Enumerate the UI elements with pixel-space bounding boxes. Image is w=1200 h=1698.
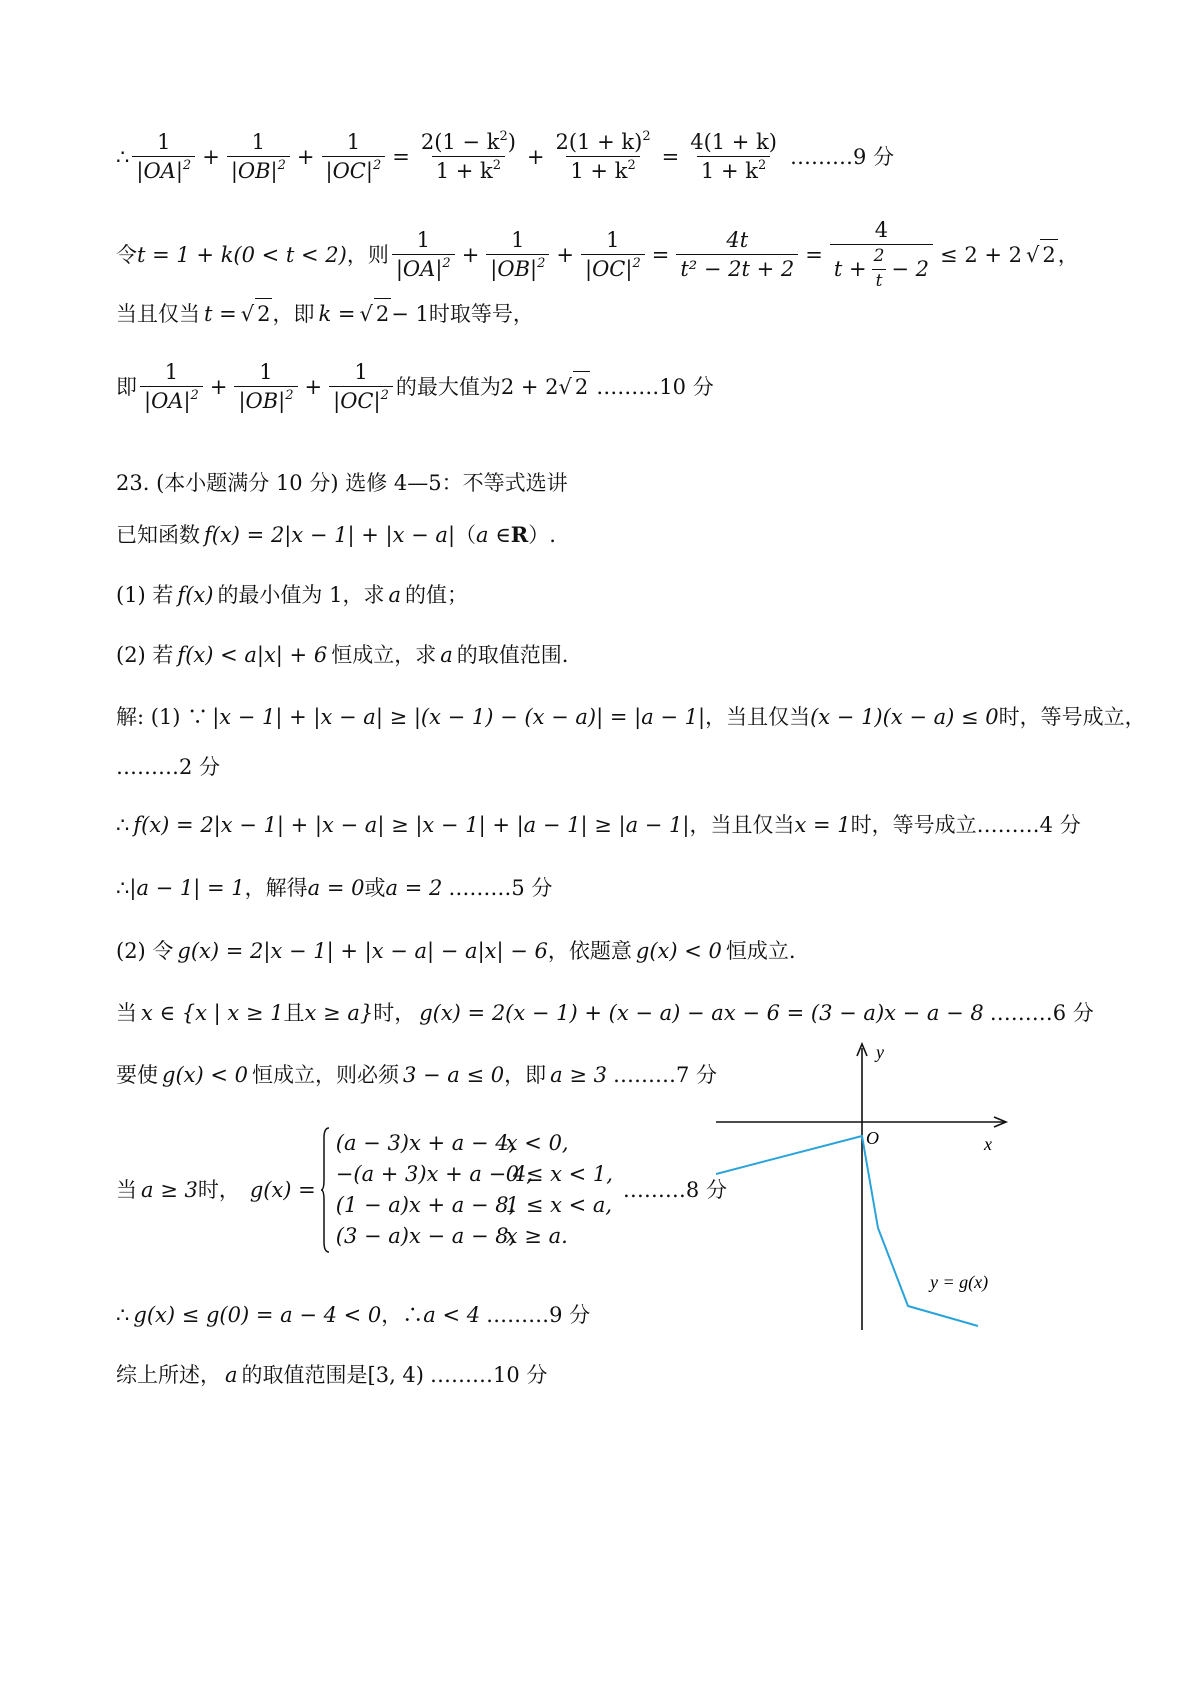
solution-conclusion: 综上所述， a 的取值范围是 [3, 4) ………10 分 <box>116 1363 548 1387</box>
solution-step-5: 当 x ∈ {x | x ≥ 1 且 x ≥ a} 时， g(x) = 2(x − 1) + (x − a) − ax − 6 = (3 − a)x − a − 8 ………6 分 <box>116 1001 1094 1025</box>
fraction-term-1: $\frac{2(1 - k^2)}{1 + k^2}$ <box>420 128 516 184</box>
equation-substitution: 令 t = 1 + k(0 < t < 2) ，则 $\frac{1}{|OA|^2}$ + $\frac{1}{|OB|^2}$ + $\frac{1}{|OC|^2}$ = $\frac{4t}{\text{t² − 2t + 2}}$ = 4 t + $\frac{2}{t}$ − 2 ≤ 2 + 2 √ 2 ， <box>116 218 1079 291</box>
solution-step-3: ∴ |a − 1| = 1 ，解得 a = 0 或 a = 2 ………5 分 <box>116 876 553 900</box>
g-curve <box>716 1136 978 1326</box>
question-part-2: (2) 若 f(x) < a|x| + 6 恒成立，求 a 的取值范围. <box>116 643 569 667</box>
fraction-term-2: $\frac{2(1 + k)^2}{1 + k^2}$ <box>555 128 651 184</box>
origin-label: O <box>866 1128 879 1148</box>
equality-condition: 当且仅当 t = √ 2 ，即 k = √ 2 − 1 时取等号， <box>116 298 534 329</box>
piecewise-definition: 当 a ≥ 3 时， g(x) = (a − 3)x + a − 4, x < 0, −(a + 3)x + a − 4, 0 ≤ x < 1, (1 − a)x + a − 8, 1 ≤ x < a, (3 − a)x − a − 8, x ≥ a. ………8 分 <box>116 1120 727 1260</box>
case-row: (a − 3)x + a − 4, x < 0, <box>335 1131 569 1155</box>
question-title: 23. (本小题满分 10 分) 选修 4—5：不等式选讲 <box>116 471 568 495</box>
case-row: (3 − a)x − a − 8, x ≥ a. <box>335 1224 568 1248</box>
fraction-term-3: $\frac{4(1 + k)}{1 + k^2}$ <box>690 130 777 184</box>
case-row: (1 − a)x + a − 8, 1 ≤ x < a, <box>335 1193 613 1217</box>
question-part-1: (1) 若 f(x) 的最小值为 1，求 a 的值； <box>116 583 469 607</box>
solution-step-8: ∴ g(x) ≤ g(0) = a − 4 < 0 ，∴ a < 4 ………9 分 <box>116 1303 591 1327</box>
score-marker: ………10 分 <box>596 374 714 399</box>
maximum-value-statement: 即 $\frac{1}{|OA|^2}$ + $\frac{1}{|OB|^2}$ + $\frac{1}{|OC|^2}$ 的最大值为 2 + 2 √ 2 ………10 分 <box>116 360 714 414</box>
x-axis-label: x <box>984 1134 992 1154</box>
solution-step-2: ∴ f(x) = 2|x − 1| + |x − a| ≥ |x − 1| + |a − 1| ≥ |a − 1| ，当且仅当 x = 1 时，等号成立………4 分 <box>116 813 1081 837</box>
fraction-ob: $\frac{1}{|OB|^2}$ <box>227 130 290 183</box>
solution-step-4: (2) 令 g(x) = 2|x − 1| + |x − a| − a|x| − 6 ，依题意 g(x) < 0 恒成立. <box>116 939 796 963</box>
equation-sum-reciprocals: ∴ $\frac{1}{|OA|^2}$ + $\frac{1}{|OB|^2}$ + $\frac{1}{|OC|^2}$ = $\frac{2(1 - k^2)}{1 + k^2}$ + $\frac{2(1 + k)^2}{1 + k^2}$ = $\frac{4(1 + k)}{1 + k^2}$ ………9 分 <box>116 128 895 184</box>
case-row: −(a + 3)x + a − 4, 0 ≤ x < 1, <box>335 1162 613 1186</box>
curve-label: y = g(x) <box>930 1272 989 1292</box>
question-given: 已知函数 f(x) = 2|x − 1| + |x − a| （ a ∈ R ）. <box>116 522 556 547</box>
y-axis-label: y <box>876 1042 884 1062</box>
left-brace <box>320 1126 330 1254</box>
solution-step-6: 要使 g(x) < 0 恒成立，则必须 3 − a ≤ 0 ，即 a ≥ 3 ………7 分 <box>116 1063 717 1087</box>
solution-step-1: 解: (1) ∵ |x − 1| + |x − a| ≥ |(x − 1) − (x − a)| = |a − 1| ，当且仅当 (x − 1)(x − a) ≤ 0 时，等号成立， <box>116 705 1146 729</box>
score-marker: ………9 分 <box>789 144 895 169</box>
fraction-oc: $\frac{1}{|OC|^2}$ <box>322 130 386 183</box>
solution-step-1-score: ………2 分 <box>116 755 221 779</box>
fraction-oa: $\frac{1}{|OA|^2}$ <box>132 130 195 183</box>
function-graph <box>716 1040 1016 1340</box>
therefore-symbol: ∴ <box>116 144 130 169</box>
